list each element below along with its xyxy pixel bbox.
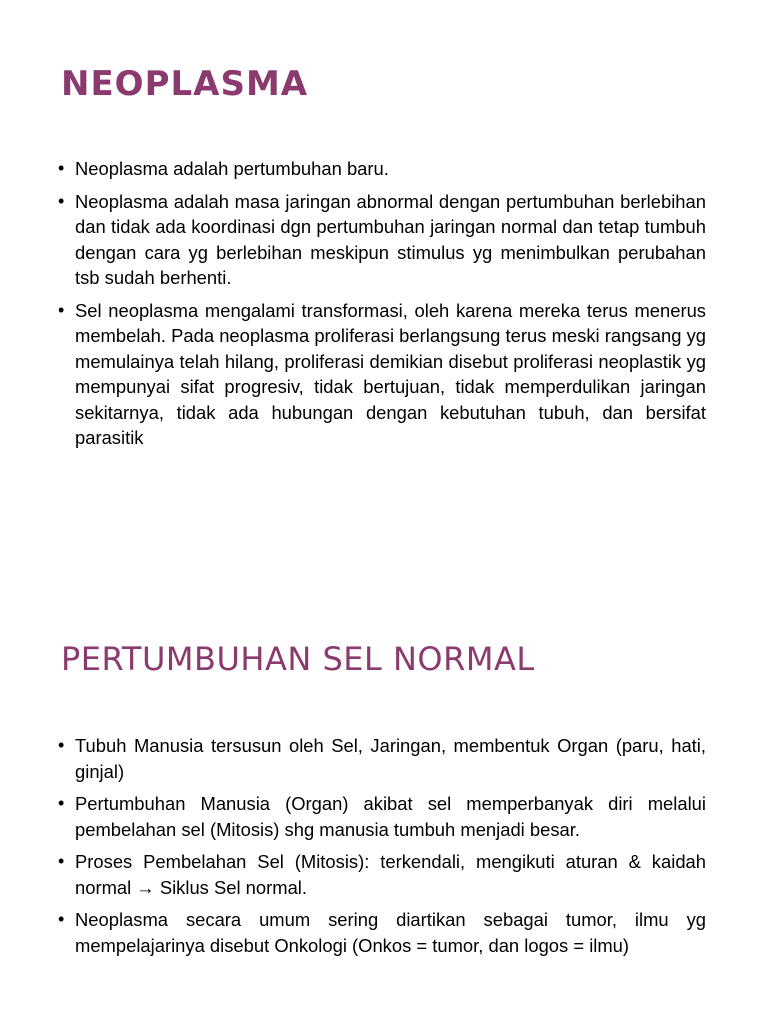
- bullet-text: Tubuh Manusia tersusun oleh Sel, Jaringan, membentuk Organ (paru, hati, ginjal): [75, 735, 706, 782]
- slide-title: PERTUMBUHAN SEL NORMAL: [61, 640, 535, 678]
- bullet-text: Sel neoplasma mengalami transformasi, oleh karena mereka terus menerus membelah. Pada neoplasma proliferasi berlangsung terus meski rangsang yg memulainya telah hilang, proliferasi demikian disebut proliferasi neoplastik yg mempunyai sifat progresiv, tidak bertujuan, tidak memperdulikan jaringan sekitarnya, tidak ada hubungan dengan kebutuhan tubuh, dan bersifat parasitik: [75, 299, 706, 448]
- bullet-dot-icon: •: [58, 190, 65, 211]
- bullet-item: [58, 156, 706, 182]
- bullet-item: [58, 189, 706, 291]
- bullet-item: [58, 298, 706, 451]
- bullet-item: [58, 791, 706, 842]
- bullet-list: [58, 733, 706, 965]
- bullet-text: Neoplasma secara umum sering diartikan sebagai tumor, ilmu yg mempelajarinya disebut Onkologi (Onkos = tumor, dan logos = ilmu): [75, 909, 706, 956]
- bullet-text: Neoplasma adalah masa jaringan abnormal dengan pertumbuhan berlebihan dan tidak ada koordinasi dgn pertumbuhan jaringan normal dan tetap tumbuh dengan cara yg berlebihan meskipun stimulus yg menimbulkan perubahan tsb sudah berhenti.: [75, 190, 706, 288]
- bullet-dot-icon: •: [58, 851, 65, 871]
- bullet-item: [58, 907, 706, 958]
- bullet-list: [58, 156, 706, 458]
- bullet-dot-icon: •: [58, 158, 65, 178]
- bullet-item: [58, 733, 706, 784]
- bullet-dot-icon: •: [58, 909, 65, 929]
- slide-pertumbuhan-sel-normal: [0, 512, 768, 1024]
- slide-title: NEOPLASMA: [61, 64, 309, 104]
- bullet-dot-icon: •: [58, 735, 65, 755]
- bullet-text: Proses Pembelahan Sel (Mitosis): terkendali, mengikuti aturan & kaidah normal → Siklus Sel normal.: [75, 851, 706, 898]
- bullet-text: Pertumbuhan Manusia (Organ) akibat sel memperbanyak diri melalui pembelahan sel (Mitosis) shg manusia tumbuh menjadi besar.: [75, 793, 706, 840]
- bullet-text: Neoplasma adalah pertumbuhan baru.: [75, 158, 389, 179]
- bullet-item: [58, 849, 706, 900]
- bullet-dot-icon: •: [58, 793, 65, 813]
- bullet-dot-icon: •: [58, 299, 65, 320]
